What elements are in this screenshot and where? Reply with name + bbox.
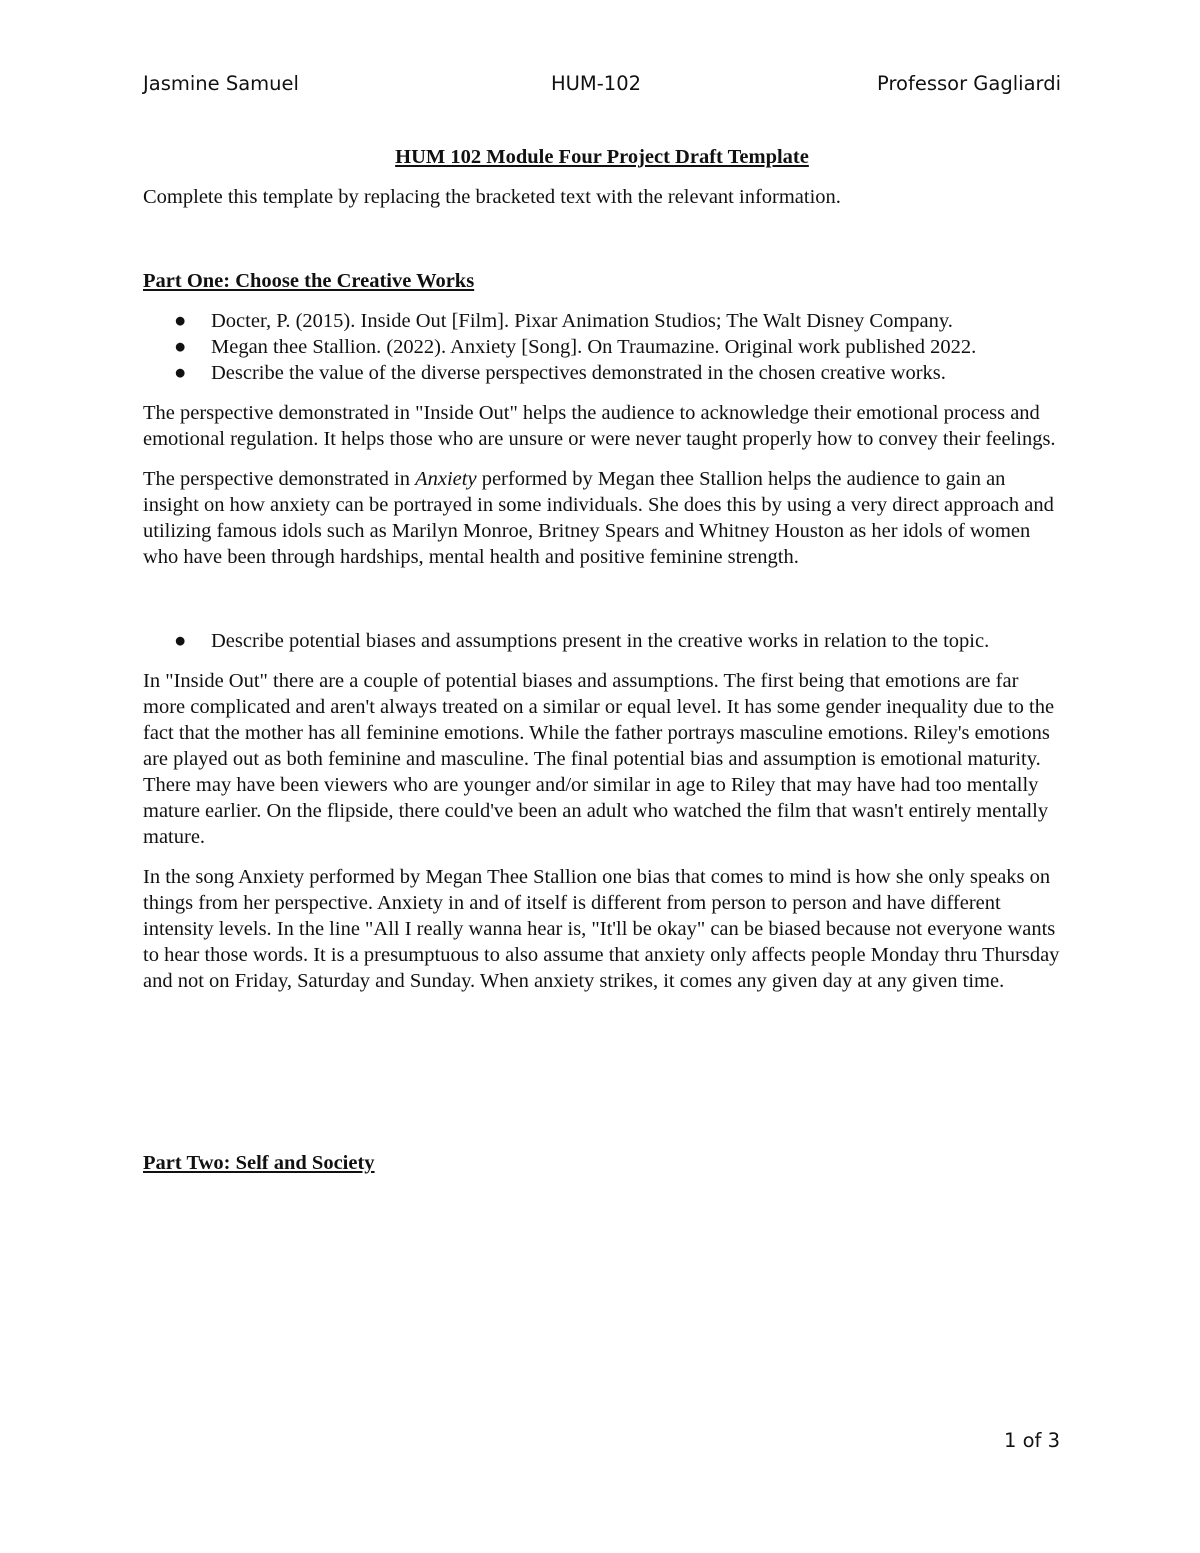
bullet-icon: ● (174, 336, 187, 358)
document-title: HUM 102 Module Four Project Draft Template (395, 146, 809, 168)
perspective-anxiety-paragraph (143, 466, 1061, 570)
document-body (143, 144, 1061, 1176)
work-citation-anxiety: Megan thee Stallion. (2022). Anxiety [Song]. On Traumazine. Original work published 2022. (211, 336, 977, 358)
bias-prompt: Describe potential biases and assumptions present in the creative works in relation to the topic. (211, 630, 990, 652)
list-item (143, 628, 1061, 654)
bias-inside-out-paragraph: In "Inside Out" there are a couple of potential biases and assumptions. The first being that emotions are far more complicated and aren't always treated on a similar or equal level. It has some gender inequality due to the fact that the mother has all feminine emotions. While the father portrays masculine emotions. Riley's emotions are played out as both feminine and masculine. The final potential bias and assumption is emotional maturity. There may have been viewers who are younger and/or similar in age to Riley that may have had too mentally mature earlier. On the flipside, there could've been an adult who watched the film that wasn't entirely mentally mature. (143, 670, 1055, 848)
list-item (143, 334, 1061, 360)
template-instructions: Complete this template by replacing the bracketed text with the relevant information. (143, 186, 841, 208)
header-author: Jasmine Samuel (143, 72, 299, 95)
page-header (143, 72, 1061, 102)
bias-anxiety-paragraph: In the song Anxiety performed by Megan Thee Stallion one bias that comes to mind is how she only speaks on things from her perspective. Anxiety in and of itself is different from person to person and have different intensity levels. In the line "All I really wanna hear is, "It'll be okay" can be biased because not everyone wants to hear those words. It is a presumptuous to also assume that anxiety only affects people Monday thru Thursday and not on Friday, Saturday and Sunday. When anxiety strikes, it comes any given day at any given time. (143, 866, 1060, 992)
perspective-anxiety-lead: The perspective demonstrated in (143, 468, 416, 490)
bullet-icon: ● (174, 310, 187, 332)
bullet-icon: ● (174, 630, 187, 652)
bias-prompt-list (143, 628, 1061, 654)
work-citation-inside-out: Docter, P. (2015). Inside Out [Film]. Pixar Animation Studios; The Walt Disney Company. (211, 310, 953, 332)
bullet-icon: ● (174, 362, 187, 384)
part-one-heading: Part One: Choose the Creative Works (143, 270, 475, 292)
header-course: HUM-102 (551, 72, 642, 95)
part-two-heading: Part Two: Self and Society (143, 1152, 375, 1174)
header-professor: Professor Gagliardi (877, 72, 1061, 95)
perspectives-prompt: Describe the value of the diverse perspectives demonstrated in the chosen creative works. (211, 362, 946, 384)
list-item (143, 308, 1061, 334)
list-item (143, 360, 1061, 386)
perspective-anxiety-rest: performed by Megan thee Stallion helps the audience to gain an insight on how anxiety can be portrayed in some individuals. She does this by using a very direct approach and utilizing famous idols such as Marilyn Monroe, Britney Spears and Whitney Houston as her idols of women who have been through hardships, mental health and positive feminine strength. (143, 468, 1054, 568)
page-number: 1 of 3 (1003, 1429, 1060, 1452)
song-title-italic: Anxiety (415, 468, 477, 490)
perspective-inside-out-paragraph: The perspective demonstrated in "Inside Out" helps the audience to acknowledge their emotional process and emotional regulation. It helps those who are unsure or were never taught properly how to convey their feelings. (143, 402, 1056, 450)
creative-works-list (143, 308, 1061, 386)
